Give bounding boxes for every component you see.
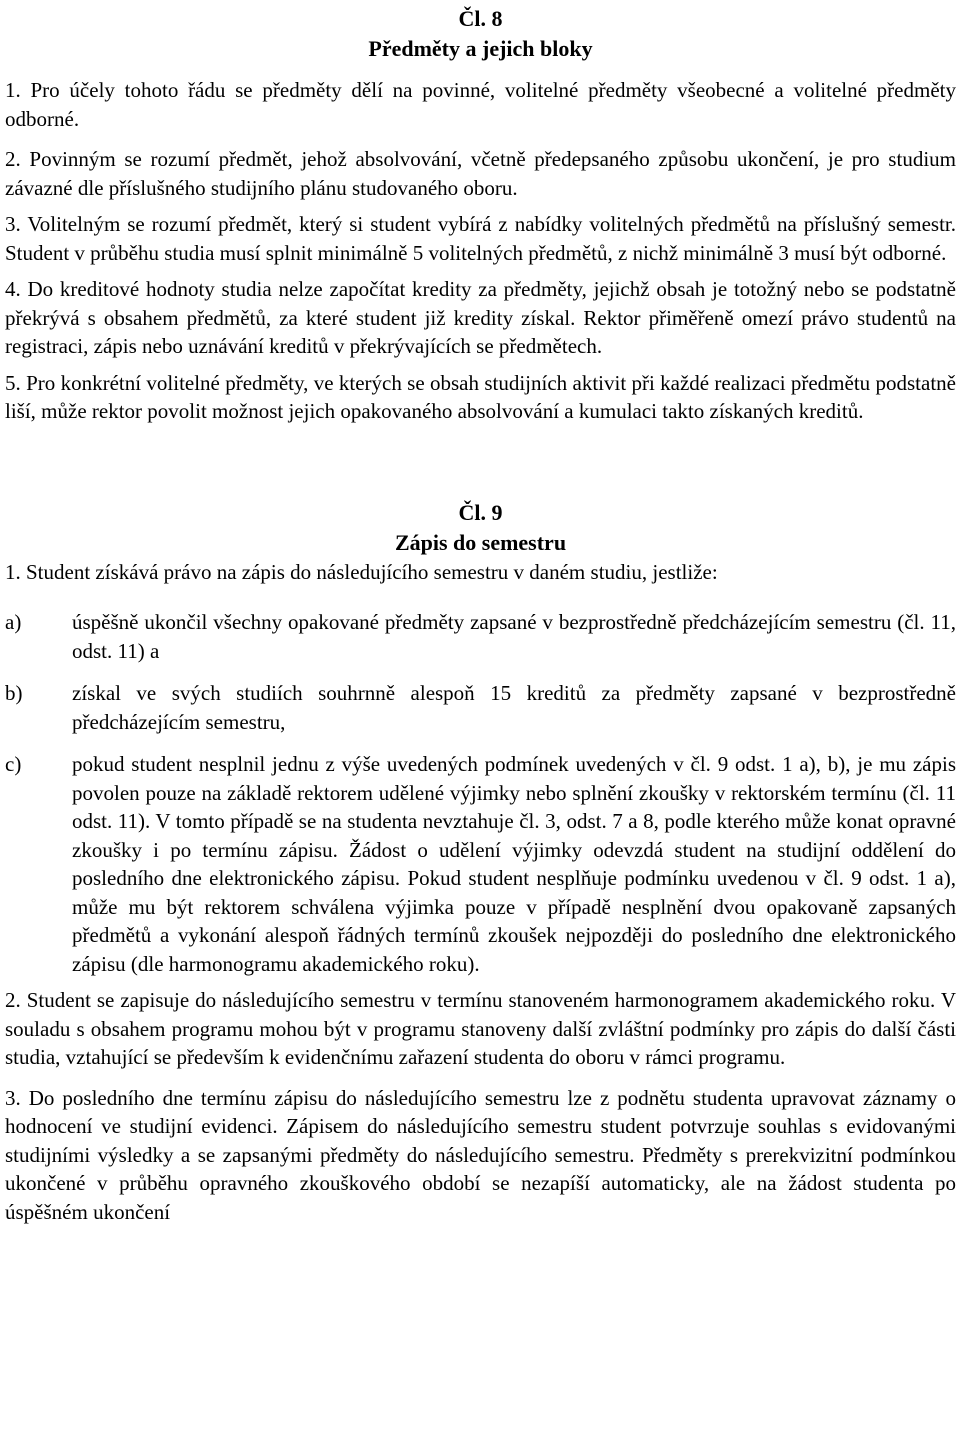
s9-paragraph-3: 3. Do posledního dne termínu zápisu do následujícího semestru lze z podnětu studenta upravovat záznamy o hodnocení ve studijní evidenci. Zápisem do následujícího semestru student potvrzuje souhlas s evidovanými studijními výsledky a se zapsanými předměty do následujícího semestru. Předměty s prerekvizitní podmínkou ukončené v průběhu opravného zkouškového období se nezapíší automaticky, ale na žádost studenta po úspěšném ukončení (5, 1085, 956, 1224)
s8-paragraph-1: 1. Pro účely tohoto řádu se předměty dělí na povinné, volitelné předměty všeobecné a volitelné předměty odborné. (5, 78, 956, 131)
list-marker: b) (5, 681, 23, 705)
s8-paragraph-3: 3. Volitelným se rozumí předmět, který si student vybírá z nabídky volitelných předmětů na příslušný semestr. Student v průběhu studia musí splnit minimálně 5 volitelných předmětů, z nichž minimálně 3 musí být odborné. (5, 212, 956, 265)
document-page (0, 4, 960, 1456)
list-text: získal ve svých studiích souhrnně alespoň 15 kreditů za předměty zapsané v bezprostředně předcházejícím semestru, (72, 681, 956, 734)
list-text: úspěšně ukončil všechny opakované předměty zapsané v bezprostředně předcházejícím semestru (čl. 11, odst. 11) a (72, 610, 956, 663)
condition-list (5, 608, 956, 978)
section-8-title: Předměty a jejich bloky (368, 36, 593, 61)
section-9-number: Čl. 9 (458, 499, 503, 525)
section-8-number: Čl. 8 (458, 6, 503, 31)
section-9-title: Zápis do semestru (394, 529, 567, 555)
list-item (5, 750, 956, 978)
list-text: pokud student nesplnil jednu z výše uvedených podmínek uvedených v čl. 9 odst. 1 a), b), je mu zápis povolen pouze na základě rektorem udělené výjimky nebo splnění zkoušky v rektorském termínu (čl. 11 odst. 11). V tomto případě se na studenta nevztahuje čl. 3, odst. 7 a 8, podle kterého může konat opravné zkoušky i po termínu zápisu. Žádost o udělení výjimky odevzdá student na studijní oddělení do posledního dne elektronického zápisu. Pokud student nesplňuje podmínku uvedenou v čl. 9 odst. 1 a), může mu být rektorem schválena výjimka pouze v případě nesplnění dvou opakovaně zapsaných předmětů a vykonání alespoň řádných termínů zkoušek nejpozději do posledního dne elektronického zápisu (dle harmonogramu akademického roku). (72, 752, 956, 976)
list-item (5, 679, 956, 736)
list-marker: c) (5, 752, 22, 776)
s9-intro: 1. Student získává právo na zápis do následujícího semestru v daném studiu, jestliže: (5, 559, 718, 584)
s9-paragraph-2: 2. Student se zapisuje do následujícího semestru v termínu stanoveném harmonogramem akademického roku. V souladu s obsahem programu mohou být v programu stanoveny další zvláštní podmínky pro zápis do další části studia, vztahující se především k evidenčnímu zařazení studenta do oboru v rámci programu. (5, 988, 956, 1069)
list-marker: a) (5, 610, 22, 634)
s8-paragraph-2: 2. Povinným se rozumí předmět, jehož absolvování, včetně předepsaného způsobu ukončení, je pro studium závazné dle příslušného studijního plánu studovaného oboru. (5, 147, 956, 200)
s8-paragraph-4: 4. Do kreditové hodnoty studia nelze započítat kredity za předměty, jejichž obsah je totožný nebo se podstatně překrývá s obsahem předmětů, za které student již kredity získal. Rektor přiměřeně omezí právo studentů na registraci, zápis nebo uznávání kreditů v překrývajících se předmětech. (5, 277, 956, 358)
s8-paragraph-5: 5. Pro konkrétní volitelné předměty, ve kterých se obsah studijních aktivit při každé realizaci předmětu podstatně liší, může rektor povolit možnost jejich opakovaného absolvování a kumulaci takto získaných kreditů. (5, 370, 956, 423)
list-item (5, 608, 956, 665)
